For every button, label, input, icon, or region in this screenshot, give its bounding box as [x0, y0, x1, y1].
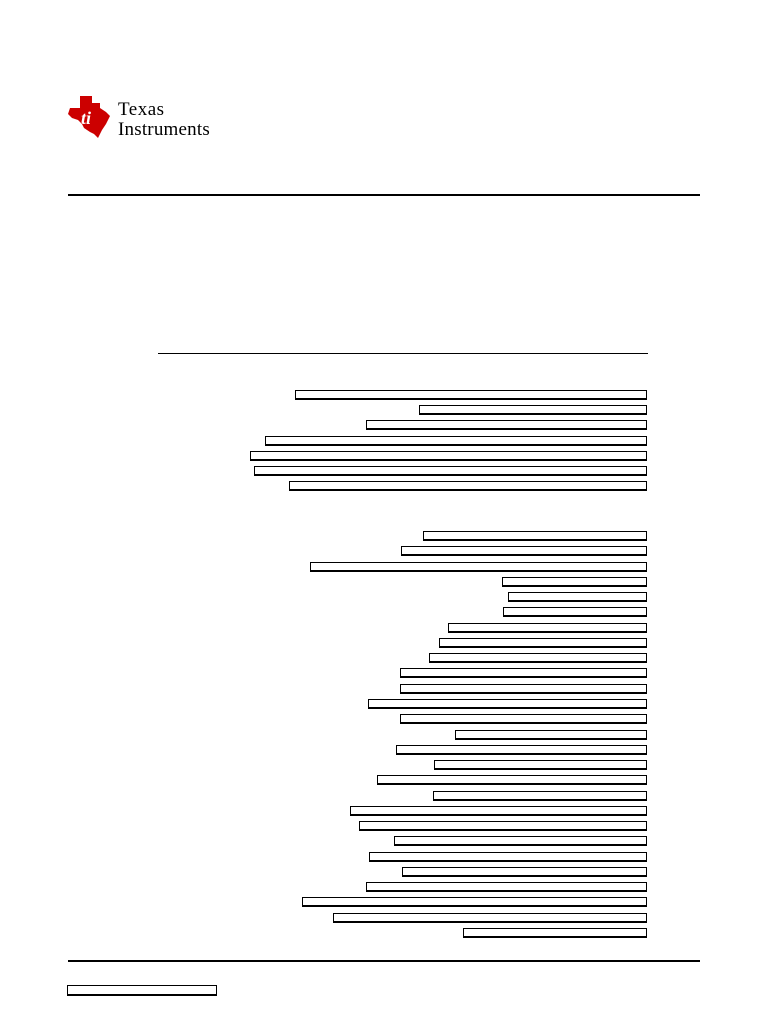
toc-group2-entry-bar: [359, 821, 647, 831]
footer-rule: [68, 960, 700, 962]
toc-group2-entry-bar: [400, 684, 647, 694]
toc-group2-entry-bar: [401, 546, 647, 556]
toc-group1-entry-bar: [366, 420, 647, 430]
toc-group2-entry-bar: [369, 852, 647, 862]
toc-group2-entry-bar: [508, 592, 647, 602]
toc-group2-entry-bar: [402, 867, 647, 877]
toc-rule: [158, 353, 648, 354]
toc-group2-entry-bar: [502, 577, 647, 587]
brand-name-line1: Texas: [118, 99, 165, 120]
toc-group2-entry-bar: [434, 760, 647, 770]
toc-group2-entry-bar: [333, 913, 647, 923]
toc-group2-entry-bar: [429, 653, 647, 663]
toc-group1-entry-bar: [250, 451, 647, 461]
ti-logo: [66, 94, 266, 146]
footnote-box: [67, 985, 217, 996]
toc-group2-entry-bar: [366, 882, 647, 892]
toc-group2-entry-bar: [503, 607, 647, 617]
toc-group1-entry-bar: [254, 466, 647, 476]
toc-group1-entry-bar: [265, 436, 647, 446]
toc-group2-entry-bar: [400, 668, 647, 678]
toc-group2-entry-bar: [448, 623, 647, 633]
toc-group2-entry-bar: [396, 745, 647, 755]
toc-group2-entry-bar: [455, 730, 647, 740]
toc-group2-entry-bar: [350, 806, 647, 816]
toc-group1-entry-bar: [295, 390, 647, 400]
toc-group1-entry-bar: [289, 481, 647, 491]
toc-group2-entry-bar: [463, 928, 647, 938]
header-rule: [68, 194, 700, 196]
toc-group2-entry-bar: [423, 531, 647, 541]
svg-text:ti: ti: [81, 108, 92, 128]
toc-group2-entry-bar: [377, 775, 647, 785]
toc-group2-entry-bar: [368, 699, 647, 709]
brand-name-line2: Instruments: [118, 119, 210, 140]
texas-state-logo-icon: [66, 94, 114, 142]
toc-group1-entry-bar: [419, 405, 647, 415]
toc-group2-entry-bar: [433, 791, 647, 801]
toc-group2-entry-bar: [310, 562, 647, 572]
toc-group2-entry-bar: [394, 836, 647, 846]
toc-group2-entry-bar: [302, 897, 647, 907]
toc-group2-entry-bar: [439, 638, 647, 648]
toc-group2-entry-bar: [400, 714, 647, 724]
